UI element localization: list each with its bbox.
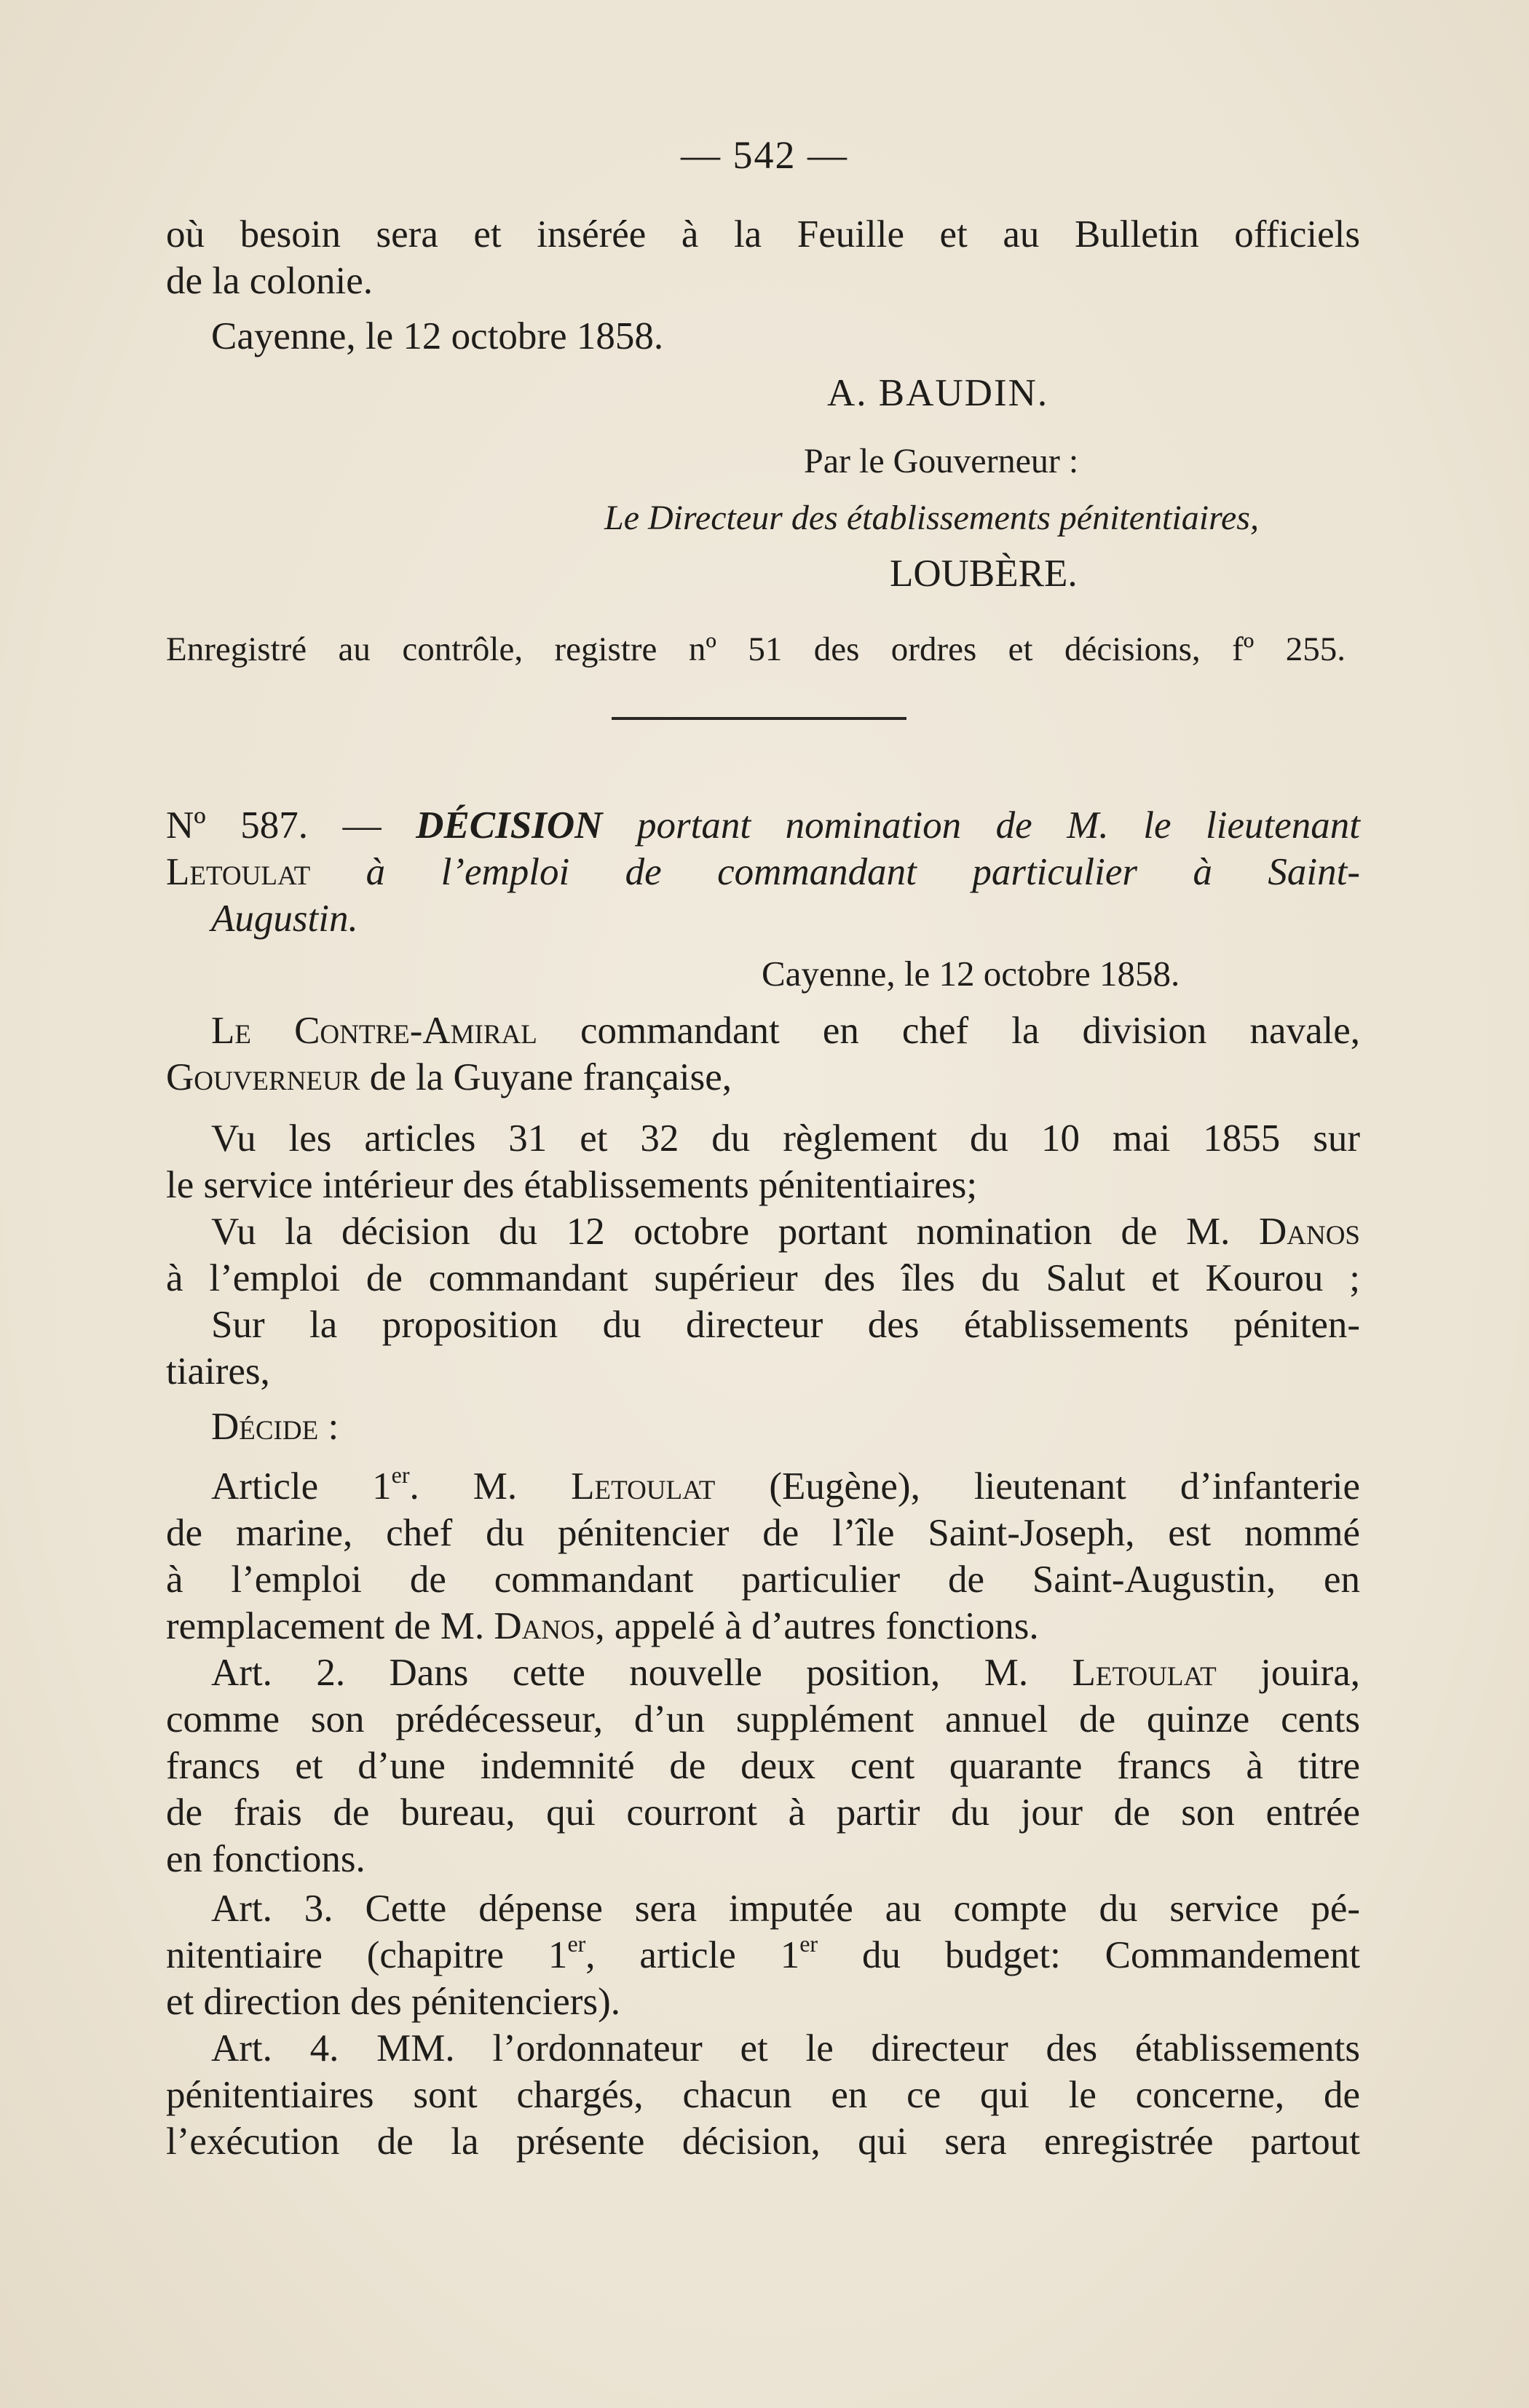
preamble-line: Gouverneur de la Guyane française, [166,1056,732,1098]
decision-label: DÉCISION [416,804,603,847]
text-line: le service intérieur des établissements pénitentiaires; [166,1164,978,1206]
decide-label: Décide : [211,1406,339,1448]
text-line: francs et d’une indemnité de deux cent quarante francs à titre [166,1745,1360,1787]
dateline: Cayenne, le 12 octobre 1858. [211,315,664,357]
text-line: nitentiaire (chapitre 1er, article 1er du budget: Commandement [166,1930,1360,1976]
text-line: Vu les articles 31 et 32 du règlement du 10 mai 1855 sur [211,1117,1360,1160]
registre-note: Enregistré au contrôle, registre nº 51 des ordres et décisions, fº 255. [166,630,1346,668]
signature: A. BAUDIN. [827,372,1049,414]
article-3-line: Art. 3. Cette dépense sera imputée au compte du service pé- [211,1888,1360,1930]
person-name: Letoulat [1072,1652,1217,1694]
decision-heading-line2 [166,849,1360,895]
title-gouverneur: Gouverneur [166,1056,360,1098]
decision-heading-text: portant nomination de M. le lieutenant [637,804,1361,847]
person-name: Danos [494,1605,596,1647]
decision-number: Nº 587. — [166,804,382,847]
par-le-gouverneur: Par le Gouverneur : [804,442,1079,480]
article-1-line: Article 1er. M. Letoulat (Eugène), lieutenant d’infanterie [211,1462,1361,1508]
signatory-name: LOUBÈRE. [890,553,1078,595]
text-line: de marine, chef du pénitencier de l’île Saint-Joseph, est nommé [166,1512,1360,1554]
page-number: — 542 — [681,133,848,177]
text-line: en fonctions. [166,1838,366,1880]
text-line: où besoin sera et insérée à la Feuille et au Bulletin officiels [166,213,1360,256]
person-name: Letoulat [571,1465,716,1508]
article-4-line: Art. 4. MM. l’ordonnateur et le directeur des établissements [211,2027,1360,2070]
decision-heading-line3: Augustin. [211,898,358,940]
text-line: et direction des pénitenciers). [166,1981,620,2023]
text-line: Sur la proposition du directeur des établissements péniten- [211,1304,1360,1346]
text-line: tiaires, [166,1350,270,1393]
article-2-line: Art. 2. Dans cette nouvelle position, M. Letoulat jouira, [211,1652,1361,1694]
text-line: comme son prédécesseur, d’un supplément annuel de quinze cents [166,1698,1360,1740]
text-line: Vu la décision du 12 octobre portant nomination de M. Danos [211,1211,1361,1253]
text-line: remplacement de M. Danos, appelé à d’autres fonctions. [166,1605,1039,1647]
text-line: de frais de bureau, qui courront à partir du jour de son entrée [166,1791,1360,1834]
decision-heading-text: à l’emploi de commandant particulier à Saint- [366,851,1361,893]
text-line: de la colonie. [166,260,374,302]
text-line: à l’emploi de commandant particulier de Saint-Augustin, en [166,1559,1360,1601]
decision-dateline: Cayenne, le 12 octobre 1858. [762,954,1180,994]
preamble-line: Le Contre-Amiral commandant en chef la division navale, [211,1010,1360,1052]
text-line: pénitentiaires sont chargés, chacun en ce qui le concerne, de [166,2074,1360,2116]
text-line: l’exécution de la présente décision, qui sera enregistrée partout [166,2120,1360,2163]
directeur-title: Le Directeur des établissements pénitentiaires, [604,499,1259,537]
title-contre-amiral: Le Contre-Amiral [211,1010,537,1052]
person-name: Danos [1259,1211,1361,1253]
decision-heading [166,802,1360,849]
person-name: Letoulat [166,851,311,893]
separator-rule [612,717,906,720]
text-line: à l’emploi de commandant supérieur des îles du Salut et Kourou ; [166,1257,1360,1299]
